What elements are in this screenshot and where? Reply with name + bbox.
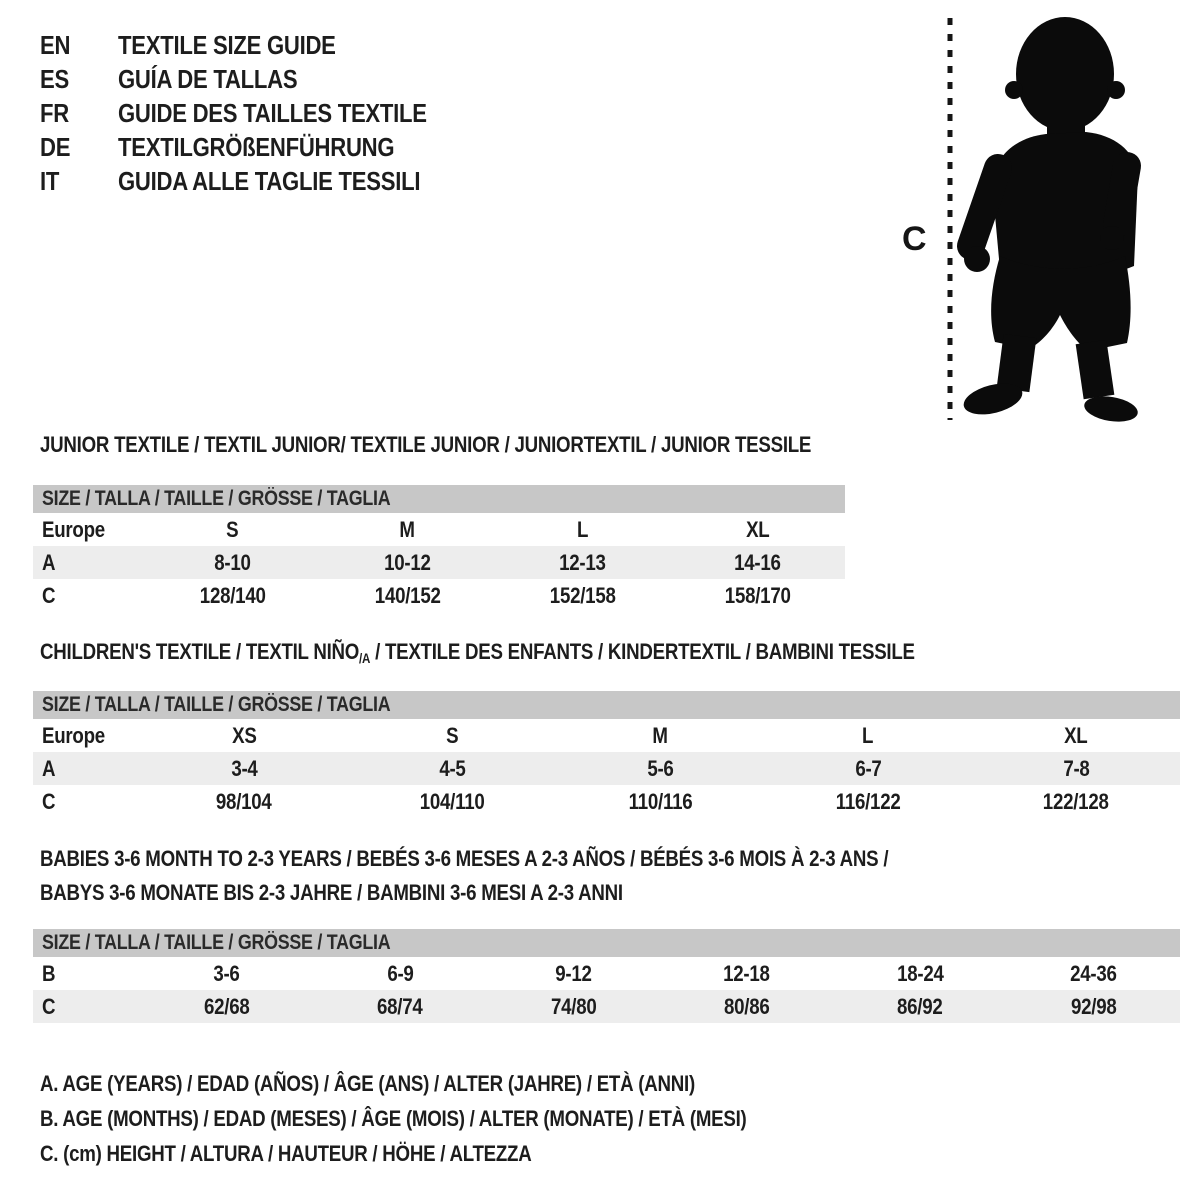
cell-value: M bbox=[652, 722, 668, 748]
cell-value: 152/158 bbox=[549, 582, 616, 608]
cell-value: 3-4 bbox=[230, 755, 258, 781]
junior-size-table bbox=[33, 485, 845, 612]
legend-line-c bbox=[40, 1136, 871, 1171]
row-label: Europe bbox=[42, 722, 105, 748]
toddler-silhouette-icon bbox=[880, 0, 1200, 440]
junior-row-age bbox=[33, 546, 845, 579]
legend-age-months: B. AGE (MONTHS) / EDAD (MESES) / ÂGE (MOIS) / ALTER (MONATE) / ETÀ (MESI) bbox=[40, 1105, 747, 1131]
size-header-label: SIZE / TALLA / TAILLE / GRÖSSE / TAGLIA bbox=[42, 487, 391, 510]
babies-size-table bbox=[33, 929, 1180, 1023]
guide-title-en: TEXTILE SIZE GUIDE bbox=[118, 29, 336, 60]
cell-value: M bbox=[399, 516, 416, 542]
guide-title-es: GUÍA DE TALLAS bbox=[118, 63, 298, 94]
cell-value: 128/140 bbox=[199, 582, 266, 608]
row-label: B bbox=[42, 960, 56, 986]
row-label: A bbox=[42, 549, 56, 575]
guide-title-it: GUIDA ALLE TAGLIE TESSILI bbox=[118, 165, 421, 196]
cell-value: 158/170 bbox=[724, 582, 791, 608]
cell-value: S bbox=[226, 516, 239, 542]
legend-line-a bbox=[40, 1066, 871, 1101]
row-label: C bbox=[42, 788, 56, 814]
cell-value: 12-18 bbox=[723, 960, 770, 986]
babies-table-header-row bbox=[33, 929, 1180, 957]
legend-line-b bbox=[40, 1101, 871, 1136]
babies-section-title-line2 bbox=[40, 880, 726, 906]
cell-value: 6-7 bbox=[854, 755, 882, 781]
cell-value: 74/80 bbox=[550, 993, 597, 1019]
size-header-label: SIZE / TALLA / TAILLE / GRÖSSE / TAGLIA bbox=[42, 693, 391, 716]
cell-value: 18-24 bbox=[896, 960, 944, 986]
cell-value: 104/110 bbox=[419, 788, 485, 814]
cell-value: 92/98 bbox=[1070, 993, 1117, 1019]
cell-value: 110/116 bbox=[628, 788, 692, 814]
cell-value: L bbox=[862, 722, 874, 748]
cell-value: 10-12 bbox=[384, 549, 431, 575]
language-code-de: DE bbox=[40, 131, 71, 162]
babies-row-height bbox=[33, 990, 1180, 1023]
language-row-fr bbox=[40, 96, 481, 130]
cell-value: 86/92 bbox=[897, 993, 943, 1019]
cell-value: 4-5 bbox=[438, 755, 466, 781]
cell-value: 116/122 bbox=[835, 788, 901, 814]
language-row-it bbox=[40, 164, 481, 198]
height-measure-label: C bbox=[902, 220, 927, 258]
cell-value: 5-6 bbox=[646, 755, 674, 781]
children-row-europe bbox=[33, 719, 1180, 752]
toddler-silhouette bbox=[961, 17, 1140, 425]
cell-value: 122/128 bbox=[1043, 788, 1109, 814]
cell-value: 7-8 bbox=[1062, 755, 1090, 781]
children-title-pre: CHILDREN'S TEXTILE / TEXTIL NIÑO bbox=[40, 639, 360, 664]
cell-value: XS bbox=[231, 722, 257, 748]
row-label: C bbox=[42, 582, 56, 608]
cell-value: 14-16 bbox=[734, 549, 781, 575]
children-row-height bbox=[33, 785, 1180, 818]
cell-value: 12-13 bbox=[559, 549, 606, 575]
language-code-es: ES bbox=[40, 63, 69, 94]
cell-value: 9-12 bbox=[555, 960, 592, 986]
cell-value: 140/152 bbox=[374, 582, 441, 608]
language-code-en: EN bbox=[40, 29, 71, 60]
children-title-sub: /A bbox=[359, 650, 371, 666]
language-row-en bbox=[40, 28, 481, 62]
language-code-fr: FR bbox=[40, 97, 69, 128]
children-section-title-text bbox=[40, 639, 915, 665]
cell-value: 68/74 bbox=[377, 993, 423, 1019]
babies-title-line1-text: BABIES 3-6 MONTH TO 2-3 YEARS / BEBÉS 3-6 MESES A 2-3 AÑOS / BÉBÉS 3-6 MOIS À 2-3 ANS / bbox=[40, 846, 889, 871]
guide-title-fr: GUIDE DES TAILLES TEXTILE bbox=[118, 97, 427, 128]
junior-row-height bbox=[33, 579, 845, 612]
children-row-age bbox=[33, 752, 1180, 785]
junior-row-europe bbox=[33, 513, 845, 546]
cell-value: 6-9 bbox=[386, 960, 414, 986]
height-measure-figure bbox=[880, 0, 1200, 440]
cell-value: S bbox=[445, 722, 459, 748]
cell-value: L bbox=[576, 516, 589, 542]
cell-value: 24-36 bbox=[1070, 960, 1117, 986]
children-table-header-row bbox=[33, 691, 1180, 719]
babies-row-months bbox=[33, 957, 1180, 990]
cell-value: 80/86 bbox=[723, 993, 770, 1019]
language-row-de bbox=[40, 130, 481, 164]
cell-value: 98/104 bbox=[216, 788, 272, 814]
babies-section-title-line1 bbox=[40, 846, 1038, 872]
language-code-it: IT bbox=[40, 165, 60, 196]
junior-section-title bbox=[40, 432, 947, 458]
cell-value: 8-10 bbox=[214, 549, 251, 575]
guide-title-de: TEXTILGRÖßENFÜHRUNG bbox=[118, 131, 395, 162]
cell-value: 62/68 bbox=[203, 993, 250, 1019]
legend-height-cm: C. (cm) HEIGHT / ALTURA / HAUTEUR / HÖHE / ALTEZZA bbox=[40, 1140, 532, 1166]
cell-value: XL bbox=[1064, 722, 1088, 748]
children-title-post: / TEXTILE DES ENFANTS / KINDERTEXTIL / BAMBINI TESSILE bbox=[370, 639, 915, 664]
measure-legend bbox=[40, 1066, 871, 1171]
row-label: C bbox=[42, 993, 56, 1019]
babies-title-line2-text: BABYS 3-6 MONATE BIS 2-3 JAHRE / BAMBINI 3-6 MESI A 2-3 ANNI bbox=[40, 880, 623, 905]
junior-section-title-text: JUNIOR TEXTILE / TEXTIL JUNIOR/ TEXTILE JUNIOR / JUNIORTEXTIL / JUNIOR TESSILE bbox=[40, 432, 812, 457]
children-size-table bbox=[33, 691, 1180, 818]
cell-value: XL bbox=[745, 516, 770, 542]
row-label: A bbox=[42, 755, 56, 781]
junior-table-header-row bbox=[33, 485, 845, 513]
size-header-label: SIZE / TALLA / TAILLE / GRÖSSE / TAGLIA bbox=[42, 931, 391, 954]
language-row-es bbox=[40, 62, 481, 96]
row-label: Europe bbox=[42, 516, 105, 542]
cell-value: 3-6 bbox=[213, 960, 240, 986]
legend-age-years: A. AGE (YEARS) / EDAD (AÑOS) / ÂGE (ANS) / ALTER (JAHRE) / ETÀ (ANNI) bbox=[40, 1070, 695, 1096]
children-section-title bbox=[40, 639, 1069, 665]
language-title-list bbox=[40, 28, 481, 198]
